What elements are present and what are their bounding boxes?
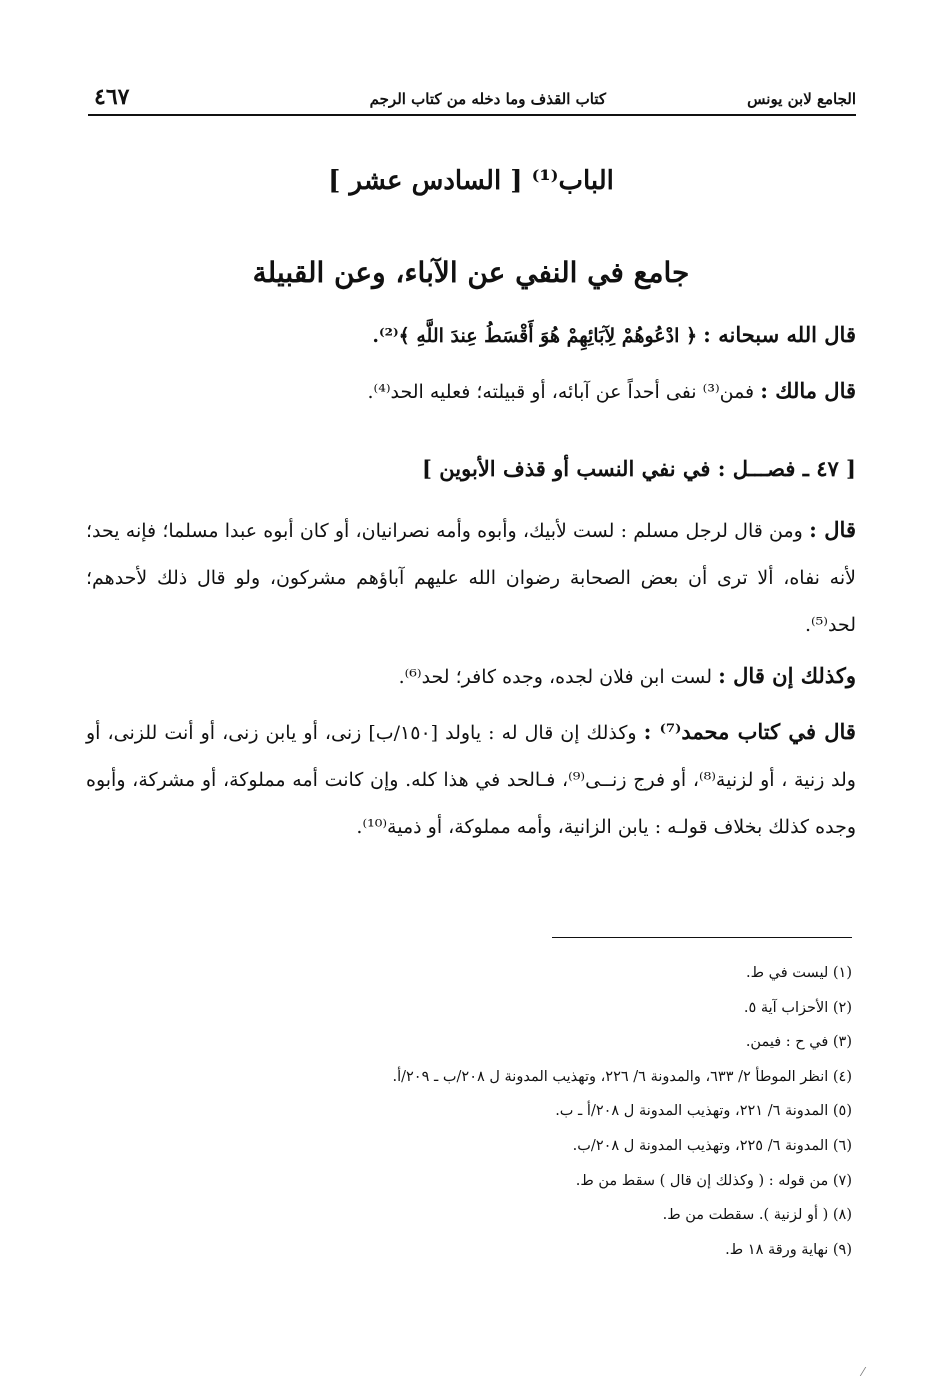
running-header bbox=[88, 84, 856, 114]
footnote-divider bbox=[552, 937, 852, 938]
paragraph-lead: قال في كتاب محمد⁽⁷⁾ : bbox=[643, 719, 856, 744]
paragraph-lead: وكذلك إن قال : bbox=[718, 663, 856, 688]
footnote: (٢) الأحزاب آية ٥. bbox=[743, 999, 852, 1016]
footnote: (٩) نهاية ورقة ١٨ ط. bbox=[725, 1241, 852, 1258]
paragraph-lead: قال الله سبحانه : bbox=[703, 322, 856, 347]
section-title: جامع في النفي عن الآباء، وعن القبيلة bbox=[252, 256, 690, 289]
header-divider bbox=[88, 114, 856, 116]
footnote: (٣) في ح : فيمن. bbox=[745, 1034, 852, 1051]
fasl-heading: [ ٤٧ ـ فصـــل : في نفي النسب أو قذف الأبوين ] bbox=[422, 456, 856, 481]
quran-verse: ﴿ ادْعُوهُمْ لِآبَائِهِمْ هُوَ أَقْسَطُ عِندَ اللَّهِ ﴾⁽²⁾. bbox=[372, 325, 698, 347]
paragraph-lead: قال : bbox=[809, 517, 856, 542]
running-header-book-title: الجامع لابن يونس bbox=[747, 90, 856, 108]
paragraph-text: لست ابن فلان لجده، وجده كافر؛ لحد⁽⁶⁾. bbox=[398, 666, 713, 688]
body-paragraph bbox=[86, 652, 856, 701]
paragraph-text: فمن⁽³⁾ نفى أحداً عن آبائه، أو قبيلته؛ فعليه الحد⁽⁴⁾. bbox=[367, 381, 755, 403]
paragraph-text: ومن قال لرجل مسلم : لست لأبيك، وأبوه وأمه نصرانيان، أو كان أبوه عبدا مسلما؛ فإنه يحد؛ لأنه نفاه، ألا ترى أن بعض الصحابة رضوان الله عليهم آباؤهم مشركون، ولو قال ذلك لأحدهم؛ لحد⁽⁵⁾. bbox=[86, 520, 856, 636]
quran-quote-paragraph bbox=[86, 311, 856, 360]
body-paragraph bbox=[86, 506, 856, 649]
paragraph-lead: قال مالك : bbox=[760, 378, 856, 403]
paragraph-text: وكذلك إن قال له : ياولد [١٥٠/ب] زنى، أو يابن زنى، أو أنت للزنى، أو ولد زنية ، أو لزنية⁽⁸⁾، أو فرج زنــى⁽⁹⁾، فـالحد في هذا كله. وإن كانت أمه مملوكة، أو مشركة، وأبوه وجده كذلك بخلاف قولـه : يابن الزانية، وأمه مملوكة، أو ذمية⁽¹⁰⁾. bbox=[86, 722, 856, 838]
running-header-chapter-title: كتاب القذف وما دخله من كتاب الرجم bbox=[369, 90, 606, 108]
footnote: (٨) ( أو لزنية ). سقطت من ط. bbox=[662, 1207, 852, 1224]
footnote: (٦) المدونة ٦/ ٢٢٥، وتهذيب المدونة ل ٢٠٨/ب. bbox=[572, 1137, 852, 1154]
scan-mark: ⁄ bbox=[862, 1365, 865, 1379]
page-number: ٤٦٧ bbox=[94, 84, 130, 110]
footnote: (٥) المدونة ٦/ ٢٢١، وتهذيب المدونة ل ٢٠٨/أ ـ ب. bbox=[555, 1103, 852, 1120]
footnote: (٧) من قوله : ( وكذلك إن قال ) سقط من ط. bbox=[575, 1172, 852, 1189]
body-paragraph bbox=[86, 708, 856, 851]
footnote: (٤) انظر الموطأ ٢/ ٦٣٣، والمدونة ٦/ ٢٢٦، وتهذيب المدونة ل ٢٠٨/ب ـ ٢٠٩/أ. bbox=[392, 1068, 852, 1085]
footnotes-list bbox=[152, 958, 852, 1269]
footnote: (١) ليست في ط. bbox=[746, 965, 852, 981]
chapter-title: الباب⁽¹⁾ [ السادس عشر ] bbox=[328, 166, 614, 196]
malik-saying-paragraph bbox=[86, 367, 856, 416]
